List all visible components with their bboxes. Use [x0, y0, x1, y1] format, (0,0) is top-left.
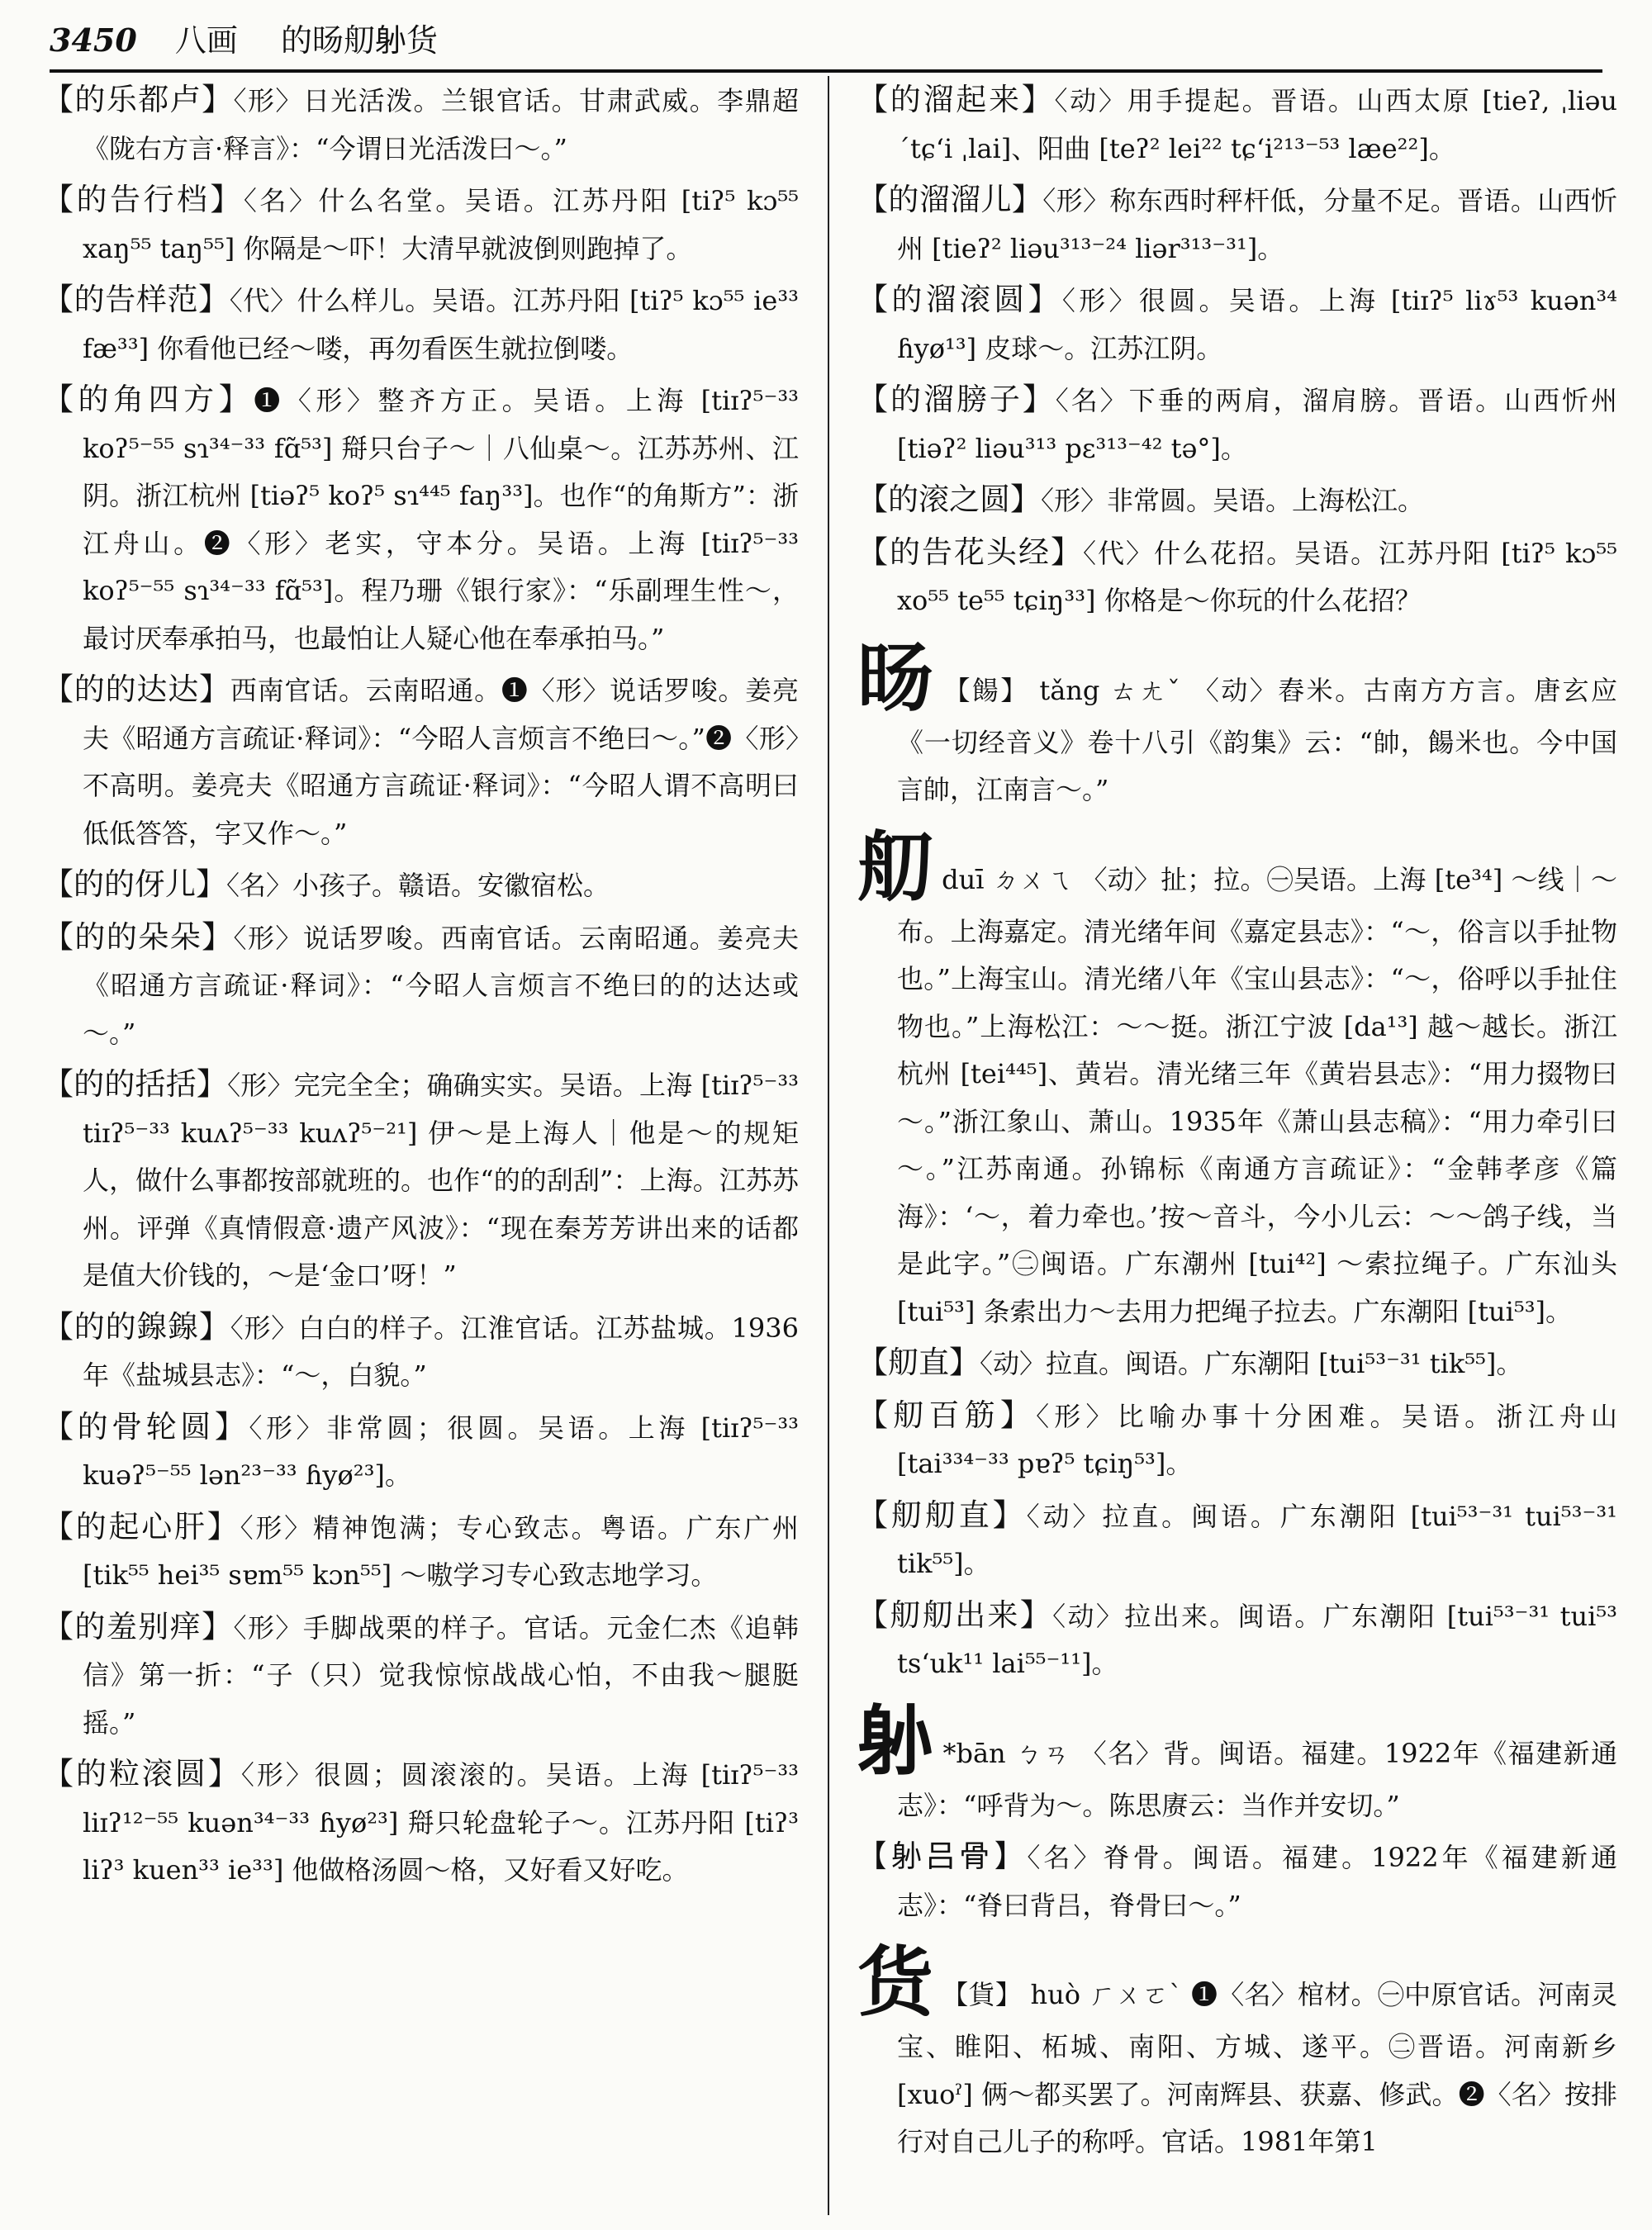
right-column	[857, 76, 1617, 2215]
dictionary-entry	[43, 376, 799, 662]
entry-definition: 〈形〉称东西时秤杆低，分量不足。晋语。山西忻州 [tieʔ² liəu³¹³⁻²⁴ liər³¹³⁻³¹]。	[897, 185, 1617, 264]
entry-definition: 〈动〉拉出来。闽语。广东潮阳 [tui⁵³⁻³¹ tui⁵³ tsʻuk¹¹ lai⁵⁵⁻¹¹]。	[897, 1600, 1617, 1679]
entry-headword: 【的溜溜儿】	[857, 182, 1043, 217]
entry-headword: 【的的䤼䤼】	[43, 1308, 230, 1345]
dictionary-entry	[857, 1492, 1617, 1588]
dictionary-entry	[857, 176, 1617, 273]
head-character-entry	[857, 633, 1617, 814]
entry-definition: ❶〈形〉整齐方正。吴语。上海 [tiɪʔ⁵⁻³³ koʔ⁵⁻⁵⁵ sɿ³⁴⁻³³ fɑ̃⁵³] 搿只台子～｜八仙桌～。江苏苏州、江阴。浙江杭州 [tiəʔ⁵ koʔ⁵ sɿ⁴⁴⁵ faŋ³³]。也作“的角斯方”：浙江舟山。❷〈形〉老实，守本分。吴语。上海 [tiɪʔ⁵⁻³³ koʔ⁵⁻⁵⁵ sɿ³⁴⁻³³ fɑ̃⁵³]。程乃珊《银行家》：“乐副理生性～，最讨厌奉承拍马，也最怕让人疑心他在奉承拍马。”	[83, 385, 799, 654]
dictionary-entry	[43, 1403, 799, 1500]
dictionary-entry	[43, 1503, 799, 1600]
dictionary-entry	[857, 376, 1617, 472]
entry-headword: 【的溜滚圆】	[857, 282, 1062, 317]
dictionary-entry	[43, 913, 799, 1058]
entry-headword: 【的的括括】	[43, 1066, 228, 1102]
entry-headword: 【的告样范】	[43, 282, 230, 317]
entry-definition: duī ㄉㄨㄟ 〈动〉扯；拉。㊀吴语。上海 [te³⁴] ～线｜～布。上海嘉定。清光绪年间《嘉定县志》：“～，俗言以手扯物也。”上海宝山。清光绪八年《宝山县志》：“～，俗呼以手扯住物也。”上海松江：～～挺。浙江宁波 [da¹³] 越～越长。浙江杭州 [tei⁴⁴⁵]、黄岩。清光绪三年《黄岩县志》：“用力掇物曰～。”浙江象山、萧山。1935年《萧山县志稿》：“用力牵引曰～。”江苏南通。孙锦标《南通方言疏证》：“金韩孝彦《篇海》：‘～，着力牵也。’按～音斗，今小儿云：～～鸽子线，当是此字。”㊁闽语。广东潮州 [tui⁴²] ～索拉绳子。广东汕头 [tui⁵³] 条索出力～去用力把绳子拉去。广东潮阳 [tui⁵³]。	[897, 863, 1617, 1327]
entry-definition: 〈代〉什么样儿。吴语。江苏丹阳 [tiʔ⁵ kɔ⁵⁵ ie³³ fæ³³] 你看他已经～喽，再勿看医生就拉倒喽。	[83, 285, 799, 364]
head-character-entry	[857, 1696, 1617, 1830]
entry-definition: 〈名〉什么名堂。吴语。江苏丹阳 [tiʔ⁵ kɔ⁵⁵ xaŋ⁵⁵ taŋ⁵⁵] 你隔是～吓！大清早就波倒则跑掉了。	[83, 185, 799, 264]
dictionary-entry	[43, 1060, 799, 1300]
entry-headword: 【𨈓吕骨】	[857, 1839, 1028, 1874]
entry-definition: 〈形〉精神饱满；专心致志。粤语。广东广州 [tik⁵⁵ hei³⁵ sɐm⁵⁵ kɔn⁵⁵] ～嗷学习专心致志地学习。	[83, 1511, 799, 1591]
head-character: 货	[857, 1938, 934, 2027]
page-number: 3450	[50, 21, 137, 59]
dictionary-entry	[857, 1833, 1617, 1929]
entry-definition: 〈形〉日光活泼。兰银官话。甘肃武威。李鼎超《陇右方言·释言》：“今谓日光活泼曰～。”	[83, 85, 799, 164]
entry-definition: 〈形〉白白的样子。江淮官话。江苏盐城。1936年《盐城县志》：“～，白貌。”	[83, 1312, 799, 1391]
head-character: 舠	[857, 822, 934, 912]
entry-headword: 【的的达达】	[43, 671, 230, 707]
entry-definition: 〈形〉说话罗唆。西南官话。云南昭通。姜亮夫《昭通方言疏证·释词》：“今昭人言烦言不绝曰的的达达或～。”	[83, 922, 799, 1049]
entry-definition: 〈形〉很圆；圆滚滚的。吴语。上海 [tiɪʔ⁵⁻³³ liɪʔ¹²⁻⁵⁵ kuən³⁴⁻³³ ɦyø²³] 搿只轮盘轮子～。江苏丹阳 [tiʔ³ liʔ³ kuen³³ ie³³] 他做格汤圆～格，又好看又好吃。	[83, 1759, 799, 1886]
header-keywords: 的旸舠𨈓货	[280, 22, 438, 59]
entry-definition: 〈名〉下垂的两肩，溜肩膀。晋语。山西忻州 [tiəʔ² liəu³¹³ pɛ³¹³⁻⁴² tə°]。	[897, 385, 1617, 464]
entry-headword: 【的骨轮圆】	[43, 1408, 249, 1445]
dictionary-entry	[43, 666, 799, 857]
head-character: 旸	[857, 633, 936, 723]
entry-definition: 〈动〉拉直。闽语。广东潮阳 [tui⁵³⁻³¹ tui⁵³⁻³¹ tik⁵⁵]。	[897, 1500, 1617, 1579]
entry-definition: 西南官话。云南昭通。❶〈形〉说话罗唆。姜亮夫《昭通方言疏证·释词》：“今昭人言烦言不绝曰～。”❷〈形〉不高明。姜亮夫《昭通方言疏证·释词》：“今昭人谓不高明曰低低答答，字又作～。”	[83, 675, 799, 849]
entry-headword: 【的粒滚圆】	[43, 1756, 241, 1791]
page-header	[50, 12, 1602, 73]
entry-headword: 【的角四方】	[43, 382, 254, 417]
entry-headword: 【舠直】	[857, 1345, 980, 1380]
entry-definition: 〈形〉完完全全；确确实实。吴语。上海 [tiɪʔ⁵⁻³³ tiɪʔ⁵⁻³³ kuʌʔ⁵⁻³³ kuʌʔ⁵⁻²¹] 伊～是上海人｜他是～的规矩人，做什么事都按部就班的。也作“的的刮刮”：上海。江苏苏州。评弹《真情假意·遗产风波》：“现在秦芳芳讲出来的话都是值大价钱的，～是‘金口’呀！”	[83, 1070, 799, 1291]
stroke-section: 八画	[174, 22, 238, 59]
entry-headword: 【舠百筋】	[857, 1397, 1037, 1433]
entry-headword: 【的溜起来】	[857, 82, 1055, 117]
entry-headword: 【的告花头经】	[857, 534, 1084, 570]
entry-headword: 【的羞别痒】	[43, 1608, 234, 1644]
dictionary-entry	[43, 76, 799, 173]
left-column	[43, 76, 799, 2215]
dictionary-entry	[857, 529, 1617, 625]
entry-headword: 【的告行档】	[43, 182, 244, 217]
entry-definition: 【貨】 huò ㄏㄨㄛˋ ❶〈名〉棺材。㊀中原官话。河南灵宝、睢阳、柘城、南阳、方城、遂平。㊁晋语。河南新乡 [xuoˀ] 俩～都买罢了。河南辉县、获嘉、修武。❷〈名〉按排行对自己儿子的称呼。官话。1981年第1	[897, 1979, 1617, 2157]
entry-definition: 〈形〉手脚战栗的样子。官话。元金仁杰《追韩信》第一折：“子（只）觉我惊惊战战心怕，不由我～腿脡摇。”	[83, 1611, 799, 1739]
entry-definition: 〈名〉脊骨。闽语。福建。1922年《福建新通志》：“脊曰背吕，脊骨曰～。”	[897, 1842, 1617, 1921]
dictionary-entry	[857, 1339, 1617, 1388]
head-character-entry	[857, 822, 1617, 1336]
entry-headword: 【的乐都卢】	[43, 82, 234, 117]
dictionary-entry	[857, 1392, 1617, 1488]
entry-headword: 【舠舠直】	[857, 1497, 1027, 1533]
column-divider	[828, 76, 829, 2215]
entry-definition: 〈形〉很圆。吴语。上海 [tiɪʔ⁵ liɤ⁵³ kuən³⁴ ɦyø¹³] 皮球～。江苏江阴。	[897, 285, 1617, 364]
entry-definition: 〈代〉什么花招。吴语。江苏丹阳 [tiʔ⁵ kɔ⁵⁵ xo⁵⁵ te⁵⁵ tɕiŋ³³] 你格是～你玩的什么花招？	[897, 537, 1617, 616]
entry-definition: *bān ㄅㄢ 〈名〉背。闽语。福建。1922年《福建新通志》：“呼背为～。陈思赓云：当作并安切。”	[897, 1737, 1617, 1821]
head-character-entry	[857, 1938, 1617, 2166]
dictionary-entry	[43, 1603, 799, 1748]
entry-definition: 〈动〉拉直。闽语。广东潮阳 [tui⁵³⁻³¹ tik⁵⁵]。	[980, 1348, 1523, 1379]
entry-headword: 【的的伢儿】	[43, 866, 226, 902]
entry-definition: 〈形〉比喻办事十分困难。吴语。浙江舟山 [tai³³⁴⁻³³ pɐʔ⁵ tɕiŋ⁵³]。	[897, 1400, 1617, 1479]
entry-definition: 【餳】 tǎng ㄊㄤˇ 〈动〉舂米。古南方方言。唐玄应《一切经音义》卷十八引《韵集》云：“帥，餳米也。今中国言帥，江南言～。”	[897, 674, 1617, 805]
entry-headword: 【的起心肝】	[43, 1508, 240, 1544]
dictionary-entry	[857, 76, 1617, 173]
head-character: 𨈓	[857, 1696, 935, 1786]
dictionary-entry	[43, 1303, 799, 1400]
dictionary-entry	[857, 476, 1617, 525]
entry-headword: 【的的朵朵】	[43, 918, 234, 955]
dictionary-entry	[857, 1592, 1617, 1688]
dictionary-entry	[857, 276, 1617, 372]
entry-headword: 【的滚之圆】	[857, 482, 1041, 517]
dictionary-entry	[43, 1750, 799, 1895]
entry-headword: 【舠舠出来】	[857, 1597, 1053, 1633]
entry-definition: 〈名〉小孩子。赣语。安徽宿松。	[226, 870, 610, 901]
dictionary-entry	[43, 276, 799, 372]
dictionary-entry	[43, 176, 799, 273]
entry-definition: 〈形〉非常圆。吴语。上海松江。	[1041, 485, 1425, 516]
entry-headword: 【的溜膀子】	[857, 382, 1056, 417]
entry-definition: 〈形〉非常圆；很圆。吴语。上海 [tiɪʔ⁵⁻³³ kuəʔ⁵⁻⁵⁵ lən²³⁻³³ ɦyø²³]。	[83, 1412, 799, 1491]
dictionary-entry	[43, 861, 799, 910]
entry-definition: 〈动〉用手提起。晋语。山西太原 [tieʔ, ˌliəu ˊtɕʻi ˌlai]、阳曲 [teʔ² lei²² tɕʻi²¹³⁻⁵³ læe²²]。	[897, 85, 1617, 164]
